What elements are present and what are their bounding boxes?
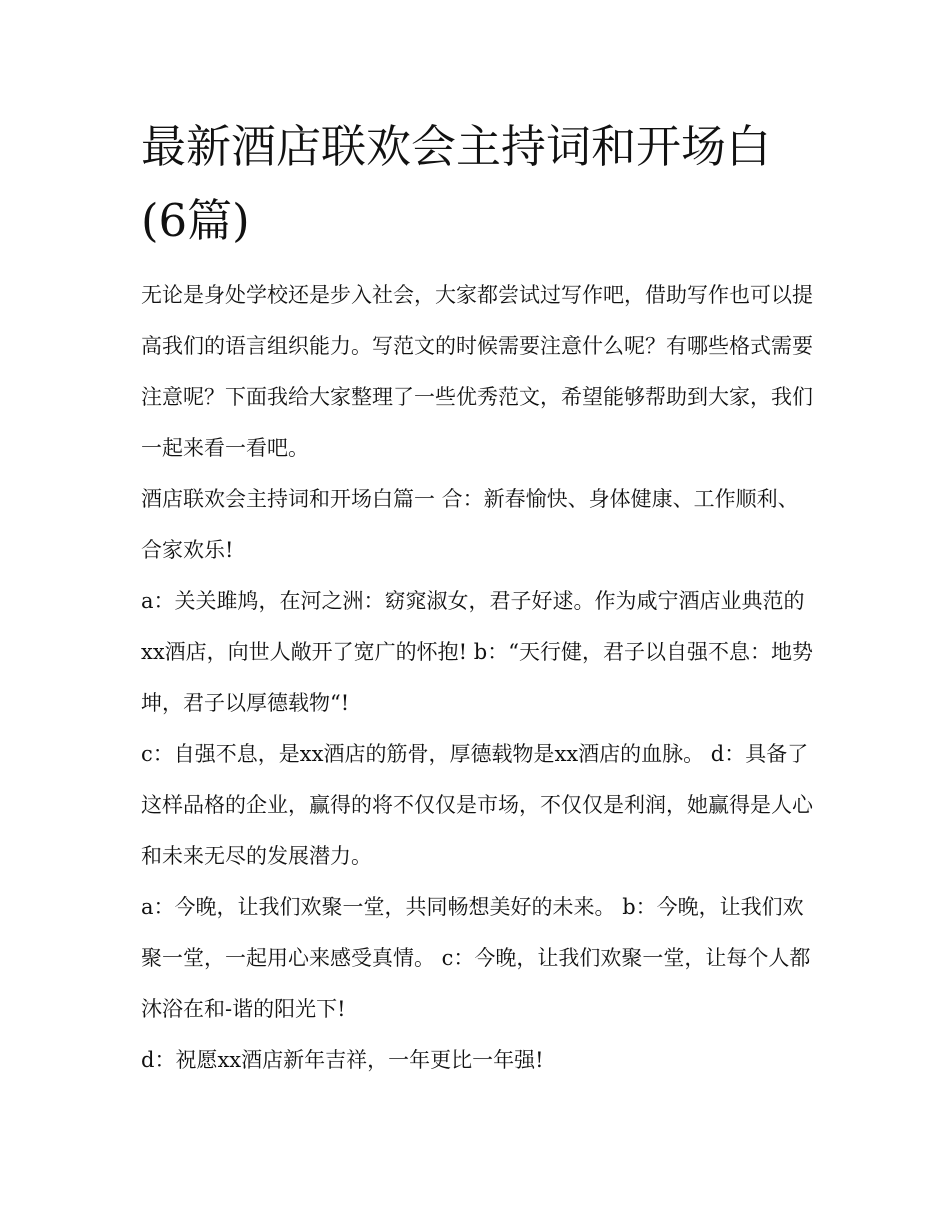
dialogue-paragraph-c-d: c：自强不息，是xx酒店的筋骨，厚德载物是xx酒店的血脉。 d：具备了这样品格的企业，赢得的将不仅仅是市场，不仅仅是利润，她赢得是人心和未来无尽的发展潜力。 xyxy=(141,742,813,868)
document-title: 最新酒店联欢会主持词和开场白(6篇) xyxy=(141,120,772,247)
document-body xyxy=(141,110,813,1086)
section-heading-paragraph: 酒店联欢会主持词和开场白篇一 合：新春愉快、身体健康、工作顺利、合家欢乐! xyxy=(141,487,799,562)
intro-paragraph: 无论是身处学校还是步入社会，大家都尝试过写作吧，借助写作也可以提高我们的语言组织能力。写范文的时候需要注意什么呢？有哪些格式需要注意呢？下面我给大家整理了一些优秀范文，希望能够帮助到大家，我们一起来看一看吧。 xyxy=(141,283,813,460)
dialogue-paragraph-tonight: a：今晚，让我们欢聚一堂，共同畅想美好的未来。 b：今晚，让我们欢聚一堂，一起用心来感受真情。 c：今晚，让我们欢聚一堂，让每个人都沐浴在和-谐的阳光下! xyxy=(141,895,811,1021)
dialogue-paragraph-a-b: a：关关雎鸠，在河之洲：窈窕淑女，君子好逑。作为咸宁酒店业典范的xx酒店，向世人敞开了宽广的怀抱! b：“天行健，君子以自强不息：地势坤，君子以厚德载物“! xyxy=(141,589,813,715)
dialogue-paragraph-blessing: d：祝愿xx酒店新年吉祥，一年更比一年强! xyxy=(141,1048,544,1072)
